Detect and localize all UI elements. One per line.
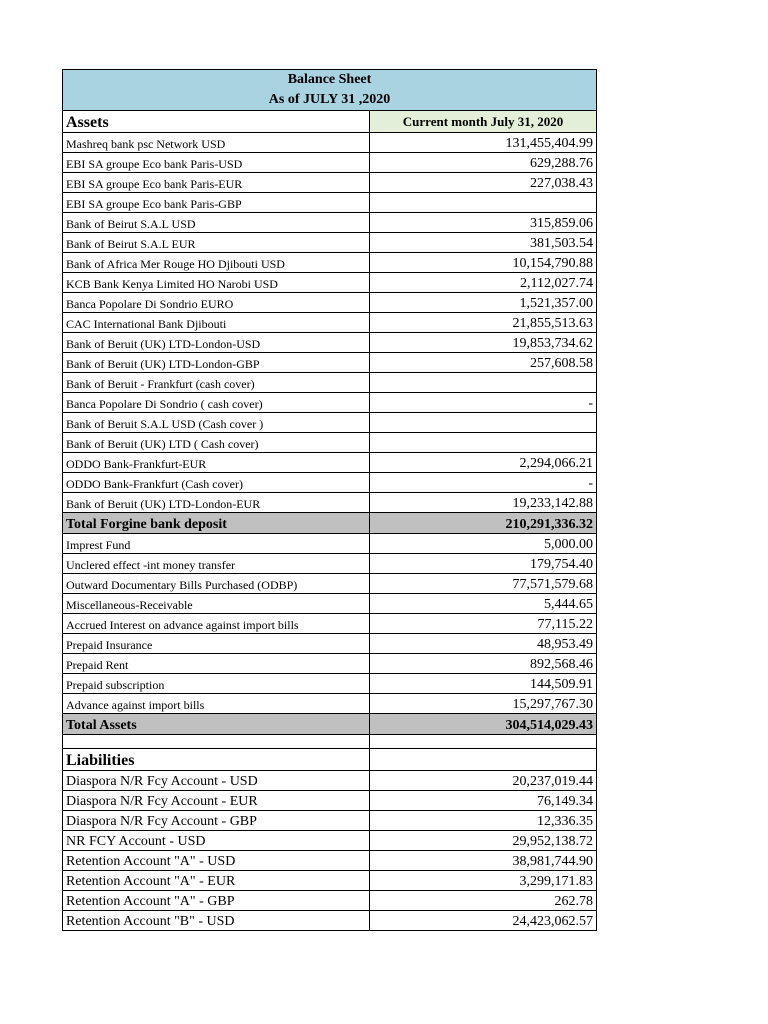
row-value: 20,237,019.44: [370, 771, 597, 791]
table-row: [63, 273, 597, 293]
row-value: 144,509.91: [370, 674, 597, 694]
liabilities-header-row: [63, 749, 597, 771]
liabilities-label: Liabilities: [63, 749, 370, 771]
table-row: [63, 413, 597, 433]
table-row: [63, 393, 597, 413]
row-value: 5,000.00: [370, 534, 597, 554]
table-row: [63, 233, 597, 253]
row-label: Bank of Beruit (UK) LTD ( Cash cover): [63, 433, 370, 453]
row-value: 5,444.65: [370, 594, 597, 614]
blank-row: [63, 735, 597, 749]
row-label: Prepaid Rent: [63, 654, 370, 674]
row-label: EBI SA groupe Eco bank Paris-USD: [63, 153, 370, 173]
sheet-title: [63, 70, 597, 111]
table-row: [63, 554, 597, 574]
row-value: [370, 193, 597, 213]
row-value: 179,754.40: [370, 554, 597, 574]
row-label: Accrued Interest on advance against import bills: [63, 614, 370, 634]
row-label: CAC International Bank Djibouti: [63, 313, 370, 333]
table-row: [63, 594, 597, 614]
column-header: Current month July 31, 2020: [370, 111, 597, 133]
row-label: Retention Account "A" - USD: [63, 851, 370, 871]
row-label: NR FCY Account - USD: [63, 831, 370, 851]
row-label: Unclered effect -int money transfer: [63, 554, 370, 574]
row-value: 257,608.58: [370, 353, 597, 373]
table-row: [63, 771, 597, 791]
row-value: [370, 735, 597, 749]
table-row: [63, 911, 597, 931]
row-label: Prepaid Insurance: [63, 634, 370, 654]
row-value: 10,154,790.88: [370, 253, 597, 273]
table-row: [63, 694, 597, 714]
row-value: 629,288.76: [370, 153, 597, 173]
table-row: [63, 293, 597, 313]
table-row: [63, 173, 597, 193]
row-value: 48,953.49: [370, 634, 597, 654]
row-label: Bank of Africa Mer Rouge HO Djibouti USD: [63, 253, 370, 273]
row-value: 1,521,357.00: [370, 293, 597, 313]
row-label: Imprest Fund: [63, 534, 370, 554]
table-row: [63, 133, 597, 153]
row-label: Banca Popolare Di Sondrio ( cash cover): [63, 393, 370, 413]
row-label: Outward Documentary Bills Purchased (ODBP): [63, 574, 370, 594]
total-bank-row: [63, 513, 597, 534]
row-value: 19,233,142.88: [370, 493, 597, 513]
table-row: [63, 473, 597, 493]
row-label: Bank of Beirut S.A.L USD: [63, 213, 370, 233]
row-label: Diaspora N/R Fcy Account - USD: [63, 771, 370, 791]
assets-header-row: [63, 111, 597, 133]
row-value: 381,503.54: [370, 233, 597, 253]
table-row: [63, 353, 597, 373]
row-label: Retention Account "A" - GBP: [63, 891, 370, 911]
title-line-2: As of JULY 31 ,2020: [268, 92, 391, 107]
table-row: [63, 831, 597, 851]
row-label: [63, 735, 370, 749]
row-label: ODDO Bank-Frankfurt-EUR: [63, 453, 370, 473]
table-row: [63, 614, 597, 634]
row-value: 15,297,767.30: [370, 694, 597, 714]
row-value: 2,294,066.21: [370, 453, 597, 473]
row-label: Diaspora N/R Fcy Account - GBP: [63, 811, 370, 831]
row-label: Miscellaneous-Receivable: [63, 594, 370, 614]
row-value: 19,853,734.62: [370, 333, 597, 353]
table-row: [63, 851, 597, 871]
row-label: EBI SA groupe Eco bank Paris-EUR: [63, 173, 370, 193]
row-label: Mashreq bank psc Network USD: [63, 133, 370, 153]
row-label: KCB Bank Kenya Limited HO Narobi USD: [63, 273, 370, 293]
row-label: Bank of Beruit (UK) LTD-London-GBP: [63, 353, 370, 373]
row-value: 3,299,171.83: [370, 871, 597, 891]
balance-sheet-table: [62, 69, 597, 931]
row-value: -: [370, 473, 597, 493]
table-row: [63, 534, 597, 554]
row-value: 2,112,027.74: [370, 273, 597, 293]
table-row: [63, 891, 597, 911]
table-row: [63, 811, 597, 831]
table-row: [63, 433, 597, 453]
row-label: Bank of Beruit - Frankfurt (cash cover): [63, 373, 370, 393]
row-label: ODDO Bank-Frankfurt (Cash cover): [63, 473, 370, 493]
row-value: 210,291,336.32: [370, 513, 597, 534]
row-label: Bank of Beirut S.A.L EUR: [63, 233, 370, 253]
table-row: [63, 791, 597, 811]
title-row: [63, 70, 597, 111]
total-assets-row: [63, 714, 597, 735]
table-row: [63, 634, 597, 654]
row-label: Diaspora N/R Fcy Account - EUR: [63, 791, 370, 811]
table-row: [63, 333, 597, 353]
row-value: 24,423,062.57: [370, 911, 597, 931]
row-value: 315,859.06: [370, 213, 597, 233]
table-row: [63, 453, 597, 473]
table-row: [63, 574, 597, 594]
table-row: [63, 153, 597, 173]
row-value: 227,038.43: [370, 173, 597, 193]
table-row: [63, 674, 597, 694]
row-value: [370, 433, 597, 453]
row-value: 12,336.35: [370, 811, 597, 831]
row-value: 262.78: [370, 891, 597, 911]
row-label: Retention Account "B" - USD: [63, 911, 370, 931]
row-label: Total Assets: [63, 714, 370, 735]
row-label: Prepaid subscription: [63, 674, 370, 694]
row-value: 38,981,744.90: [370, 851, 597, 871]
assets-label: Assets: [63, 111, 370, 133]
row-value: -: [370, 393, 597, 413]
row-value: 131,455,404.99: [370, 133, 597, 153]
table-row: [63, 313, 597, 333]
row-label: Bank of Beruit (UK) LTD-London-EUR: [63, 493, 370, 513]
row-value: 29,952,138.72: [370, 831, 597, 851]
table-row: [63, 871, 597, 891]
row-value: [370, 749, 597, 771]
row-value: 892,568.46: [370, 654, 597, 674]
row-value: 77,115.22: [370, 614, 597, 634]
row-label: Advance against import bills: [63, 694, 370, 714]
row-label: Retention Account "A" - EUR: [63, 871, 370, 891]
row-value: [370, 373, 597, 393]
row-value: 76,149.34: [370, 791, 597, 811]
table-row: [63, 193, 597, 213]
row-label: Banca Popolare Di Sondrio EURO: [63, 293, 370, 313]
row-label: EBI SA groupe Eco bank Paris-GBP: [63, 193, 370, 213]
row-value: 304,514,029.43: [370, 714, 597, 735]
row-value: 77,571,579.68: [370, 574, 597, 594]
table-row: [63, 213, 597, 233]
title-line-1: Balance Sheet: [287, 72, 372, 87]
row-label: Bank of Beruit (UK) LTD-London-USD: [63, 333, 370, 353]
table-row: [63, 654, 597, 674]
row-value: [370, 413, 597, 433]
row-value: 21,855,513.63: [370, 313, 597, 333]
table-row: [63, 373, 597, 393]
table-row: [63, 493, 597, 513]
table-row: [63, 253, 597, 273]
row-label: Total Forgine bank deposit: [63, 513, 370, 534]
row-label: Bank of Beruit S.A.L USD (Cash cover ): [63, 413, 370, 433]
